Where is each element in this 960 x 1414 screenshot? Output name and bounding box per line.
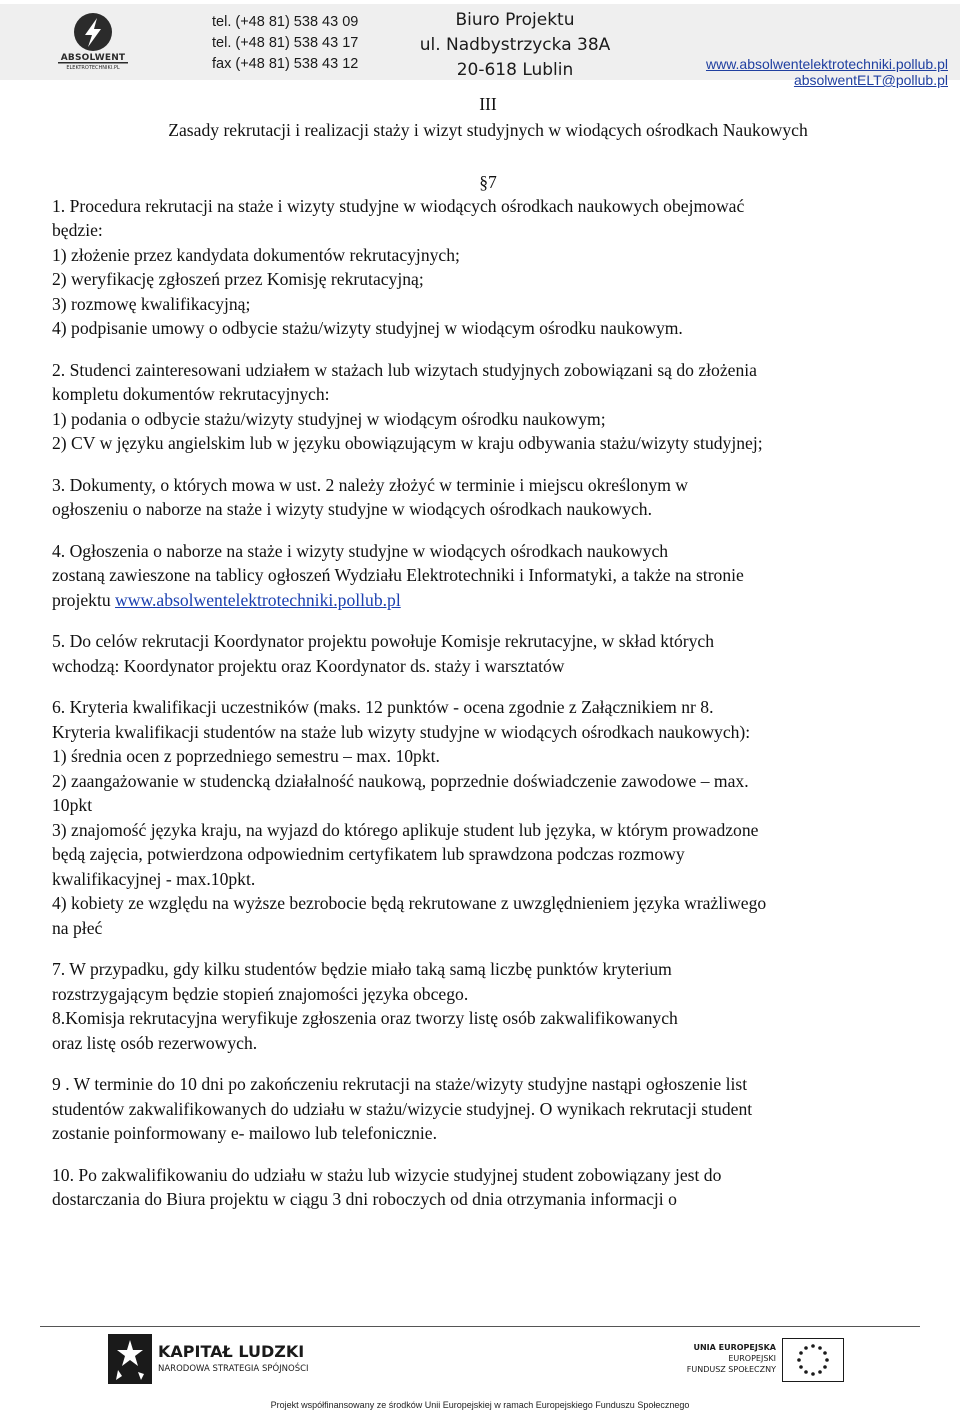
eu-stars-icon: [782, 1338, 844, 1382]
project-website-link[interactable]: www.absolwentelektrotechniki.pollub.pl: [115, 589, 401, 610]
text-line: 7. W przypadku, gdy kilku studentów będzie miało taką samą liczbę punktów kryterium: [52, 959, 672, 979]
text-line: ogłoszeniu o naborze na staże i wizyty studyjne w wiodących ośrodkach naukowych.: [52, 499, 652, 519]
text-line: 1) średnia ocen z poprzedniego semestru – max. 10pkt.: [52, 746, 440, 766]
text-line: oraz listę osób rezerwowych.: [52, 1032, 258, 1053]
office-name: Biuro Projektu: [455, 10, 575, 30]
text-line: 4. Ogłoszenia o naborze na staże i wizyty studyjne w wiodących ośrodkach naukowych: [52, 540, 669, 561]
text-line: 2. Studenci zainteresowani udziałem w stażach lub wizytach studyjnych zobowiązani są do złożenia: [52, 359, 757, 380]
star-figure-icon: [108, 1334, 152, 1384]
text-line: 3) znajomość języka kraju, na wyjazd do którego aplikuje student lub języka, w którym prowadzone: [52, 819, 759, 840]
text-line: rozstrzygającym będzie stopień znajomości języka obcego.: [52, 983, 469, 1004]
text-line: 9 . W terminie do 10 dni po zakończeniu rekrutacji na staże/wizyty studyjne nastąpi ogłoszenie list: [52, 1074, 748, 1094]
cofinance-note: Projekt współfinansowany ze środków Unii Europejskiej w ramach Europejskiego Funduszu Społecznego: [270, 1400, 690, 1410]
office-street: ul. Nadbystrzycka 38A: [419, 35, 611, 55]
text-line: 4) kobiety ze względu na wyższe bezrobocie będą rekrutowane z uwzględnieniem języka wrażliwego: [52, 893, 767, 913]
kapital-ludzki-emblem: [108, 1334, 152, 1384]
eu-label: [668, 1342, 776, 1375]
document-body: [52, 92, 932, 1212]
text-line: 5. Do celów rekrutacji Koordynator projektu powołuje Komisje rekrutacyjne, w skład których: [52, 631, 715, 651]
text-line: 2) zaangażowanie w studencką działalność naukową, poprzednie doświadczenie zawodowe – max.: [52, 770, 749, 791]
text-line: zostaną zawieszone na tablicy ogłoszeń Wydziału Elektrotechniki i Informatyki, a także na stronie: [52, 565, 744, 585]
footer-divider: [40, 1326, 920, 1327]
text-line: wchodzą: Koordynator projektu oraz Koordynator ds. staży i warsztatów: [52, 655, 565, 676]
text-line: 6. Kryteria kwalifikacji uczestników (maks. 12 punktów - ocena zgodnie z Załącznikiem nr 8.: [52, 697, 714, 717]
phone-line: tel. (+48 81) 538 43 09: [212, 14, 359, 30]
eu-flag: [782, 1338, 844, 1382]
text-line: studentów zakwalifikowanych do udziału w stażu/wizycie studyjnej. O wynikach rekrutacji student: [52, 1098, 753, 1119]
eu-title: UNIA EUROPEJSKA: [693, 1343, 776, 1352]
text-fragment: projektu: [52, 589, 116, 610]
text-line: 10pkt: [52, 795, 93, 815]
text-line: 3. Dokumenty, o których mowa w ust. 2 należy złożyć w terminie i miejscu określonym w: [52, 474, 689, 495]
text-line: 2) weryfikację zgłoszeń przez Komisję rekrutacyjną;: [52, 269, 424, 289]
text-line: [52, 588, 932, 613]
logo-text: ABSOLWENT: [60, 53, 126, 63]
text-line: dostarczania do Biura projektu w ciągu 3 dni roboczych od dnia otrzymania informacji o: [52, 1189, 677, 1209]
fax-line: fax (+48 81) 538 43 12: [212, 56, 359, 72]
header-website-link[interactable]: www.absolwentelektrotechniki.pollub.pl: [705, 56, 948, 72]
section-number: §7: [479, 172, 497, 192]
text-line: 1) podania o odbycie stażu/wizyty studyjnej w wiodącym ośrodku naukowym;: [52, 408, 606, 429]
phone-line: tel. (+48 81) 538 43 17: [212, 35, 359, 51]
letterhead: [0, 0, 960, 88]
office-city: 20-618 Lublin: [456, 60, 574, 80]
text-line: 10. Po zakwalifikowaniu do udziału w stażu lub wizycie studyjnej student zobowiązany jest do: [52, 1164, 722, 1185]
text-line: kwalifikacyjnej - max.10pkt.: [52, 868, 256, 889]
text-line: na płeć: [52, 917, 103, 938]
footer: [0, 1294, 960, 1414]
logo-subtext: ELEKTROTECHNIKI.PL: [66, 65, 120, 71]
eu-sub2: FUNDUSZ SPOŁECZNY: [686, 1365, 776, 1374]
chapter-title: Zasady rekrutacji i realizacji staży i wizyt studyjnych w wiodących ośrodkach Naukowych: [168, 119, 808, 140]
chapter-number: III: [479, 94, 497, 114]
text-line: 1) złożenie przez kandydata dokumentów rekrutacyjnych;: [52, 244, 460, 265]
text-line: 8.Komisja rekrutacyjna weryfikuje zgłoszenia oraz tworzy listę osób zakwalifikowanych: [52, 1008, 678, 1028]
text-line: zostanie poinformowany e- mailowo lub telefonicznie.: [52, 1123, 437, 1143]
text-line: 1. Procedura rekrutacji na staże i wizyty studyjne w wiodących ośrodkach naukowych obejmować: [52, 195, 745, 216]
text-line: 4) podpisanie umowy o odbycie stażu/wizyty studyjnej w wiodącym ośrodku naukowym.: [52, 318, 683, 338]
absolwent-logo: [52, 10, 134, 76]
kapital-ludzki-subtitle: NARODOWA STRATEGIA SPÓJNOŚCI: [158, 1364, 309, 1374]
text-line: 3) rozmowę kwalifikacyjną;: [52, 293, 251, 314]
contact-phones: [212, 12, 402, 75]
text-line: będzie:: [52, 220, 103, 240]
text-line: 2) CV w języku angielskim lub w języku obowiązującym w kraju odbywania stażu/wizyty studyjnej;: [52, 433, 763, 453]
header-email-link[interactable]: absolwentELT@pollub.pl: [793, 72, 948, 88]
kapital-ludzki-title: KAPITAŁ LUDZKI: [158, 1342, 305, 1361]
text-line: będą zajęcia, potwierdzona odpowiednim certyfikatem lub sprawdzona podczas rozmowy: [52, 844, 685, 864]
eu-sub1: EUROPEJSKI: [728, 1354, 776, 1363]
text-line: Kryteria kwalifikacji studentów na staże lub wizyty studyjne w wiodących ośrodkach naukowych):: [52, 721, 751, 742]
text-line: kompletu dokumentów rekrutacyjnych:: [52, 384, 330, 404]
office-address: [395, 8, 635, 83]
